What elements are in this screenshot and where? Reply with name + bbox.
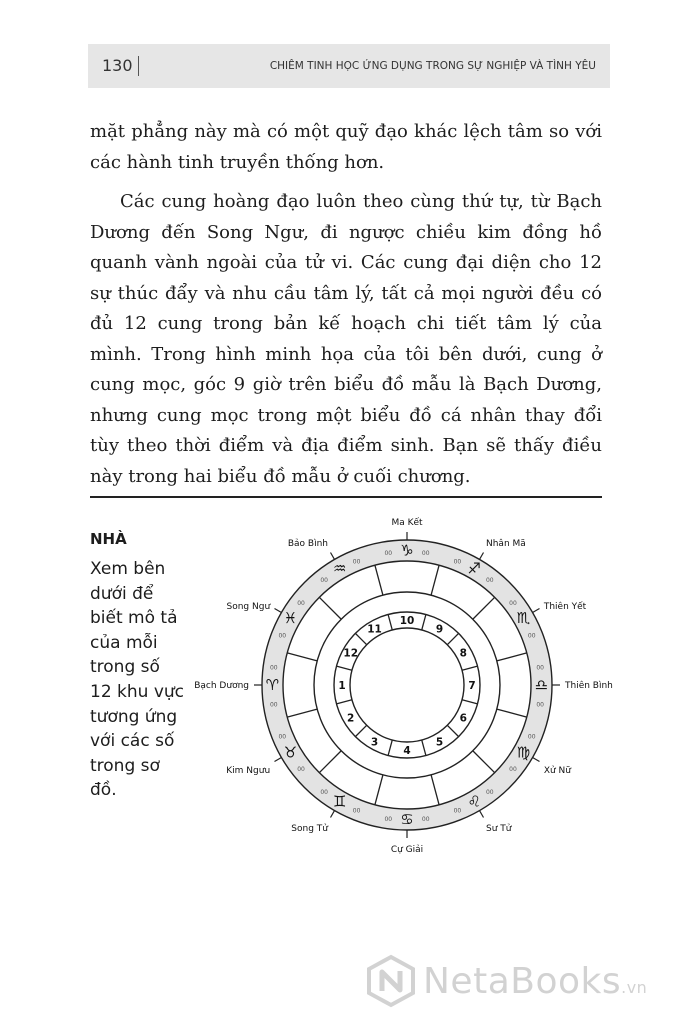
sign-divider [319,597,341,619]
sign-pointer [331,552,335,559]
sign-divider [287,653,317,661]
house-number: 4 [403,745,411,757]
sign-pointer [533,609,540,613]
degree-mark: 00 [453,558,462,566]
sign-glyph-icon: ♍ [516,743,531,762]
house-divider [462,666,477,670]
degree-mark: 00 [421,549,430,557]
sign-divider [375,565,383,595]
running-title: CHIÊM TINH HỌC ỨNG DỤNG TRONG SỰ NGHIỆP VÀ TÌNH YÊU [269,60,596,72]
house-number: 2 [347,712,355,725]
degree-mark: 00 [352,558,361,566]
paragraph-2: Các cung hoàng đạo luôn theo cùng thứ tự, từ Bạch Dương đến Song Ngư, đi ngược chiều kim đồng hồ quanh vành ngoài của tử vi. Các cung đại diện cho 12 sự thúc đẩy và nhu cầu tâm lý, tất cả mọi người đều có đủ 12 cung trong bản kế hoạch chi tiết tâm lý của mình. Trong hình minh họa của tôi bên dưới, cung ở cung mọc, góc 9 giờ trên biểu đồ mẫu là Bạch Dương, nhưng cung mọc trong một biểu đồ cá nhân thay đổi tùy theo thời điểm và địa điểm sinh. Bạn sẽ thấy điều này trong hai biểu đồ mẫu ở cuối chương. [90,191,602,487]
watermark [365,955,685,1015]
sign-pointer [480,552,484,559]
degree-mark: 00 [269,701,278,709]
degree-mark: 00 [485,577,494,585]
degree-mark: 00 [536,664,545,672]
netabooks-logo-icon [365,955,417,1007]
house-divider [336,700,351,704]
sidebar-title: NHÀ [90,530,127,548]
house-divider [388,740,392,755]
degree-mark: 00 [453,807,462,815]
sign-divider [473,597,495,619]
sign-label: Xử Nữ [543,766,572,776]
sign-glyph-icon: ♎ [534,676,549,694]
degree-mark: 00 [485,788,494,796]
house-number: 8 [459,647,467,660]
degree-mark: 00 [297,765,305,773]
page-header [88,44,610,88]
sign-glyph-icon: ♋ [400,810,414,829]
sign-glyph-icon: ♑ [400,541,414,560]
sign-pointer [533,758,540,762]
sign-divider [473,751,495,773]
house-number: 3 [370,736,379,749]
sign-divider [431,775,439,805]
house-divider [422,614,426,629]
house-divider [422,740,426,755]
page-number: 130 [102,56,133,75]
zodiac-wheel-diagram [194,518,613,860]
sign-label: Nhân Mã [486,539,526,550]
sign-label: Thiên Yết [543,602,587,612]
degree-mark: 00 [320,577,329,585]
degree-mark: 00 [320,788,329,796]
sign-glyph-icon: ♉ [283,743,298,762]
house-number: 12 [343,647,359,660]
degree-mark: 00 [278,733,287,741]
sign-divider [431,565,439,595]
house-number: 9 [435,623,444,636]
degree-mark: 00 [352,807,361,815]
sign-glyph-icon: ♒ [333,559,347,578]
header-separator [138,56,139,76]
house-number: 6 [459,712,467,725]
house-number: 7 [468,680,476,692]
degree-mark: 00 [384,549,393,557]
sign-pointer [331,811,335,818]
sign-label: Bảo Bình [287,539,328,550]
degree-mark: 00 [269,664,278,672]
sidebar-description: Xem bên dưới để biết mô tả của mỗi trong số 12 khu vực tương ứng với các số trong sơ đồ. [90,559,185,801]
sign-label: Thiên Bình [565,681,613,691]
watermark-brand: NetaBooks [423,961,622,1002]
house-number: 10 [399,615,415,627]
degree-mark: 00 [297,600,305,608]
house-divider [336,666,351,670]
sign-label: Song Tử [291,823,328,834]
degree-mark: 00 [527,632,536,640]
house-divider [462,700,477,704]
watermark-text [423,961,647,1002]
sign-glyph-icon: ♌ [467,792,481,811]
degree-mark: 00 [278,632,287,640]
sign-label: Cự Giải [390,845,424,855]
section-divider [90,496,602,498]
house-number: 5 [435,736,444,749]
degree-mark: 00 [384,816,393,824]
house-divider [355,725,366,736]
degree-mark: 00 [509,765,517,773]
wheel-rings [262,540,552,830]
sign-divider [375,775,383,805]
sign-divider [287,709,317,717]
sign-pointer [274,609,281,613]
house-divider [447,725,458,736]
sign-divider [319,751,341,773]
sign-pointer [274,758,281,762]
degree-mark: 00 [509,600,517,608]
sign-glyph-icon: ♓ [283,608,298,627]
house-divider [447,633,458,644]
sign-glyph-icon: ♐ [467,559,481,578]
sign-label: Song Ngư [226,602,271,612]
sign-divider [497,709,527,717]
house-divider [388,614,392,629]
sign-glyph-icon: ♈ [265,676,280,694]
watermark-suffix: .vn [621,978,648,997]
house-divider [355,633,366,644]
sign-label: Bạch Dương [194,681,249,691]
sign-divider [497,653,527,661]
degree-mark: 00 [527,733,536,741]
degree-mark: 00 [421,816,430,824]
degree-mark: 00 [536,701,545,709]
house-number: 1 [338,680,346,692]
sign-glyph-icon: ♏ [516,608,531,627]
sign-pointer [480,811,484,818]
house-number: 11 [367,623,382,636]
sign-label: Ma Kết [391,518,423,528]
sign-label: Kim Ngưu [226,766,271,776]
sign-glyph-icon: ♊ [333,792,347,811]
paragraph-1: mặt phẳng này mà có một quỹ đạo khác lệch tâm so với các hành tinh truyền thống hơn. [90,121,602,173]
sign-label: Sư Tử [486,823,512,834]
